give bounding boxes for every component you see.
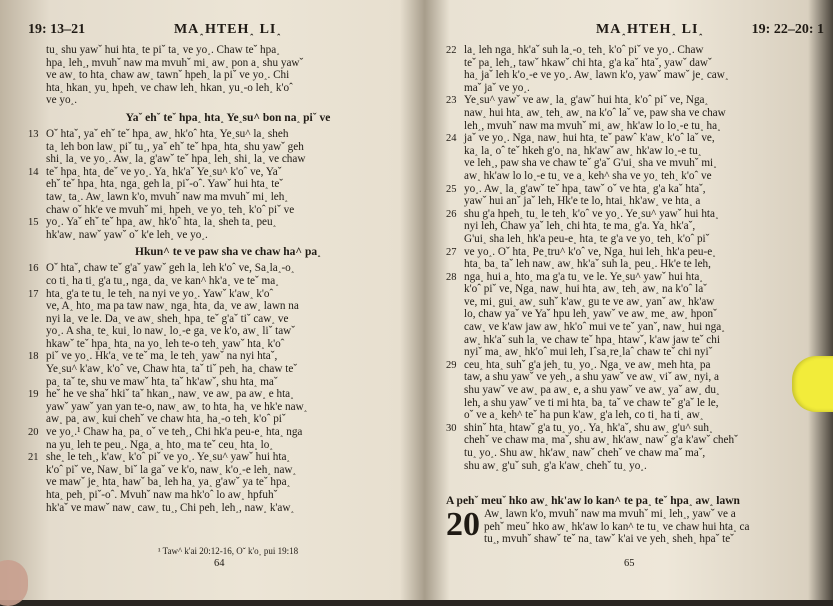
verse-text: chaw oˇ hk'e ve mvuhˇ mi˰ hpeh˰ ve yo˰ teh˰ k'oˆ piˇ ve xyxy=(46,203,295,216)
text-line xyxy=(446,371,824,384)
verse-text: hta˰ hkan˰ yu˰ hpeh˰ ve chaw leh˰ hkan˰ yu˰-o leh˰ k'oˆ xyxy=(46,81,293,94)
verse-text: oˇ ve a˰ keh^ teˇ ha pun k'aw˰ g'a leh, co ti˰ ha ti˰ aw˰ xyxy=(464,409,704,422)
text-line xyxy=(28,262,428,275)
verse-text: nyi leh, Chaw yaˇ leh˰ chi hta˰ te ma˰ g'a. Ya˰ hk'aˇ, xyxy=(464,220,696,233)
text-line xyxy=(446,422,824,435)
right-page xyxy=(446,0,824,600)
text-line xyxy=(28,44,428,57)
verse-text: aw˰ pa˰ aw˰ kui chehˇ ve chaw hta˰ ha˰-o teh˰ k'oˆ piˇ xyxy=(46,413,286,426)
verse-text: caw˰ ve k'aw jaw aw˰ hk'oˆ mui ve teˇ yanˇ, naw˰ hui nga˰ xyxy=(464,321,725,334)
text-line xyxy=(28,69,428,82)
text-line xyxy=(446,321,824,334)
text-line xyxy=(28,338,428,351)
bookmark-tab xyxy=(792,356,833,412)
verse-text: yo˰. Aw˰ la˰ g'awˇ teˇ hpa˰ tawˇ oˇ ve hta˰ g'a kaˇ htaˇ, xyxy=(464,182,706,195)
verse-text: she˰ le teh˰, k'aw˰ k'oˆ piˇ ve yo˰. Ye˰su^ yawˇ hui hta˰ xyxy=(46,451,291,464)
text-line xyxy=(28,325,428,338)
text-line xyxy=(446,120,824,133)
text-line xyxy=(28,451,428,464)
verse-number: 18 xyxy=(28,351,39,363)
verse-text: shu aw˰ g'uˇ suh˰ g'a k'aw˰ chehˇ tu˰ yo˰. xyxy=(464,459,647,472)
text-line xyxy=(446,145,824,158)
verse-number: 15 xyxy=(28,217,39,229)
verse-number: 30 xyxy=(446,422,457,434)
verse-text: piˇ ve yo˰. Hk'a˰ ve teˇ ma˰ le teh˰ yawˇ na nyi htaˇ, xyxy=(46,350,278,363)
verse-text: teˇ pa˰ leh˰, tawˇ hkawˇ chi hta˰ g'a kaˇ htaˇ, yawˇ dawˇ xyxy=(464,56,712,69)
left-page-number: 64 xyxy=(214,558,225,569)
verse-text: Ye˰su^ yawˇ ve aw˰ la˰ g'awˇ hui hta˰ k'oˆ piˇ ve, Nga˰ xyxy=(464,94,709,107)
text-line xyxy=(446,346,824,359)
chapter-text-line: tu˰, mvuhˇ shawˇ teˇ na˰ tawˇ k'ai ve yeh˰ sheh˰ hpaˇ teˇ xyxy=(484,533,734,546)
verse-text: hta˰ g'a te tu˰ le teh˰ na nyi ve yo˰. Yawˇ k'aw˰ k'oˆ xyxy=(46,287,274,300)
text-line xyxy=(28,166,428,179)
section-heading: A pehˇ meuˇ hko aw˰ hk'aw lo kan^ te pa˰ teˇ hpa˰ aw˰ lawn xyxy=(446,495,740,507)
text-line xyxy=(28,363,428,376)
verse-text: ha˰ jaˇ leh k'o˰-e ve yo˰. Aw˰ lawn k'o, yawˇ mawˇ je˰ caw˰ xyxy=(464,69,729,82)
verse-text: ve yo˰. Oˇ hta˰ Pe˰tru^ k'oˆ ve, Nga˰ hui leh˰ hk'a peu-e˰ xyxy=(464,245,716,258)
verse-text: tu˰ shu yawˇ hui hta˰ te piˇ ta˰ ve yo˰. Chaw teˇ hpa˰ xyxy=(46,44,280,56)
text-line xyxy=(446,460,824,473)
text-line xyxy=(28,401,428,414)
left-footnote: ¹ Taw^ k'ai 20:12-16, Oˇ k'o˰ pui 19:18 xyxy=(157,546,299,556)
verse-text: ve leh˰, paw sha ve chaw teˇ g'aˇ G'ui˰ sha ve mvuhˇ mi˰ xyxy=(464,157,717,170)
chapter-opening xyxy=(446,508,824,546)
verse-number: 23 xyxy=(446,95,457,107)
text-line xyxy=(28,476,428,489)
text-line xyxy=(28,489,428,502)
verse-text: shu yawˇ ve aw˰ pa aw˰ e, a shu yawˇ ve aw˰ yaˇ aw˰ du˰ xyxy=(464,384,720,397)
left-page xyxy=(28,0,428,600)
verse-text: nyiˇ ma˰ aw˰ hk'oˆ mui leh, Iˆsa˰re˰laˆ chaw teˇ chi nyiˇ xyxy=(464,346,713,359)
verse-text: hta˰ ba˰ taˇ leh naw˰ aw˰ hk'aˇ suh la˰ peu˰. Hk'e te leh, xyxy=(464,258,711,271)
right-page-text xyxy=(446,44,824,490)
verse-text: nyi la˰ ve le. Da˰ ve aw˰ sheh˰ hpa˰ teˇ g'aˇ tiˇ caw˰ ve xyxy=(46,312,289,325)
verse-text: aw˰ hk'aˇ suh la˰ ve chaw teˇ hpa˰ htawˇ, k'aw jaw teˇ chi xyxy=(464,333,720,346)
verse-text: co ti˰ ha ti˰ g'a tu˰, nga˰ da˰ ve kan^ hk'a˰ ve teˇ ma˰ xyxy=(46,274,279,287)
text-line xyxy=(446,271,824,284)
verse-text: yo˰. A sha˰ te˰ kui˰ lo naw˰ lo˰-e ga˰ ve k'o, aw˰ liˇ tawˇ xyxy=(46,325,295,338)
verse-text: yo˰. Yaˇ ehˇ teˇ hpa˰ aw˰ hk'oˆ hta˰ la˰ sheh ta˰ peu˰ xyxy=(46,216,277,229)
chapter-text xyxy=(446,508,824,546)
verse-text: aw˰ hk'aw lo lo˰-e tu˰ ve a˰ keh^ sha ve yo˰ teh˰ k'oˆ ve xyxy=(464,169,712,182)
verse-text: naw˰ hui hta˰ aw˰ teh˰ aw˰ na k'oˆ laˇ ve, paw sha ve chaw xyxy=(464,106,726,119)
verse-text: hta˰ peh˰ piˇ-oˆ. Mvuhˇ naw ma hk'oˆ lo aw˰ hpfuhˇ xyxy=(46,489,278,501)
verse-text: tu˰ yo˰. Shu aw˰ hk'aw˰ nawˇ chehˇ ve chaw maˇ maˇ, xyxy=(464,447,706,459)
text-line xyxy=(28,288,428,301)
verse-text: k'oˆ piˇ ve, Nga˰ naw˰ hui hta˰ aw˰ teh˰ aw˰ na k'oˆ laˇ xyxy=(464,283,707,296)
verse-number: 24 xyxy=(446,133,457,145)
verse-text: ve aw˰ to hta˰ chaw aw˰ tawnˇ hpeh˰ la piˇ ve yo˰. Chi xyxy=(46,69,290,82)
section-heading: Hkun^ te ve paw sha ve chaw ha^ pa˰ xyxy=(135,246,321,259)
verse-number: 14 xyxy=(28,166,39,178)
verse-text: hk'aw˰ nawˇ yawˇ oˇ k'e leh˰ ve yo˰. xyxy=(46,228,208,241)
text-line xyxy=(446,447,824,460)
text-line xyxy=(446,246,824,259)
section-heading: Yaˇ ehˇ teˇ hpa˰ hta˰ Ye˰su^ bon na˰ piˇ ve xyxy=(125,111,331,124)
text-line xyxy=(446,132,824,145)
text-line xyxy=(446,296,824,309)
verse-text: leh, a shu yawˇ ve ti mi hta˰ ba˰ taˇ ve chaw teˇ g'aˇ le le, xyxy=(464,396,719,409)
verse-text: na yu˰ leh te peu˰. Nga˰ a˰ hto˰ ma teˇ ceu˰ hta˰ lo˰ xyxy=(46,438,274,451)
left-page-text xyxy=(28,44,428,560)
right-header-title: MA˰HTEH˰ LI˰ xyxy=(596,22,705,37)
verse-text: pa˰ taˇ te, shu ve mawˇ hta˰ taˇ hk'awˇ, shu hta˰ maˇ xyxy=(46,375,278,388)
verse-text: maˇ jaˇ ve yo˰. xyxy=(464,81,530,94)
verse-text: ve, mi˰ gui˰ aw˰ suhˇ k'aw˰ gu te ve aw˰ yanˇ aw˰ hk'aw xyxy=(464,295,715,308)
verse-text: hpa˰ leh˰, mvuhˇ naw ma mvuhˇ mi˰ aw˰ pon a˰ shu yawˇ xyxy=(46,56,304,69)
text-line xyxy=(28,300,428,313)
text-line xyxy=(446,94,824,107)
text-line xyxy=(446,195,824,208)
text-line xyxy=(446,258,824,271)
text-line xyxy=(446,107,824,120)
verse-number: 28 xyxy=(446,271,457,283)
verse-text: la˰ leh nga˰ hk'aˇ suh la˰-o˰ teh˰ k'oˆ piˇ ve yo˰. Chaw xyxy=(464,44,704,56)
right-page-header xyxy=(446,22,824,42)
text-line xyxy=(28,128,428,141)
verse-number: 27 xyxy=(446,246,457,258)
chapter-text-line: pehˇ meuˇ hko aw˰ hk'aw lo kan^ te tu˰ ve chaw hui hta˰ ca xyxy=(484,520,750,533)
text-line xyxy=(446,384,824,397)
thumb xyxy=(0,560,28,606)
verse-text: shinˇ hta˰ htawˇ g'a tu˰ yo˰. Ya˰ hk'aˇ, shu aw˰ g'u^ suh˰ xyxy=(464,421,713,434)
text-line xyxy=(446,434,824,447)
verse-text: jaˇ ve yo˰. Nga˰ naw˰ hui hta˰ teˇ pawˆ k'aw˰ k'oˆ laˇ ve, xyxy=(464,132,715,145)
verse-text: ve yo˰. xyxy=(46,94,78,107)
text-line xyxy=(28,275,428,288)
verse-number: 13 xyxy=(28,128,39,140)
text-line xyxy=(28,413,428,426)
verse-text: ehˇ teˇ hpa˰ hta˰ nga˰ geh la˰ piˇ-oˆ. Yawˇ hui hta˰ teˇ xyxy=(46,178,284,191)
text-line xyxy=(446,397,824,410)
text-line xyxy=(28,439,428,452)
text-line xyxy=(446,334,824,347)
verse-number: 21 xyxy=(28,452,39,464)
verse-text: Ye˰su^ k'aw˰ k'oˆ ve, Chaw hta˰ taˇ tiˇ peh˰ ha˰ chaw teˇ xyxy=(46,363,298,376)
verse-text: Oˇ htaˇ, yaˇ ehˇ teˇ hpa˰ aw˰ hk'oˆ hta˰ Ye˰su^ la˰ sheh xyxy=(46,127,289,140)
verse-text: shu g'a hpeh˰ tu˰ le teh˰ k'oˆ ve yo˰. Ye˰su^ yawˇ hui hta˰ xyxy=(464,207,719,220)
verse-text: k'oˆ piˇ ve, Naw˰ biˇ la gaˇ ve k'o, naw˰ k'o˰-e leh˰ naw˰ xyxy=(46,463,297,476)
verse-text: G'ui˰ sha leh˰ hk'a peu-e˰ hta˰ te g'a ve yo˰ teh˰ k'oˆ piˇ xyxy=(464,232,710,245)
verse-number: 25 xyxy=(446,183,457,195)
left-page-header xyxy=(28,22,428,42)
text-line xyxy=(446,69,824,82)
text-line xyxy=(28,204,428,217)
text-line xyxy=(28,191,428,204)
verse-number: 16 xyxy=(28,263,39,275)
text-line xyxy=(446,57,824,70)
text-line xyxy=(28,94,428,107)
verse-text: ve, A˰ hto˰ ma pa taw naw˰ nga˰ hta˰ da˰ ve aw˰ lawn na xyxy=(46,300,299,313)
text-line xyxy=(446,359,824,372)
left-header-reference: 19: 13–21 xyxy=(28,22,86,37)
text-line xyxy=(28,426,428,439)
verse-text: teˇ hpa˰ hta˰ deˇ ve yo˰. Ya˰ hk'aˇ Ye˰su^ k'oˆ ve, Yaˇ xyxy=(46,165,282,178)
verse-text: heˇ he ve shaˇ hkiˇ taˇ hkan˰, naw˰ ve aw˰ pa aw˰ e hta˰ xyxy=(46,388,294,401)
right-header-reference: 19: 22–20: 1 xyxy=(751,22,824,37)
text-line xyxy=(446,82,824,95)
verse-text: taw, a shu yawˇ ve yeh˰, a shu yawˇ ve aw˰ viˇ aw˰ nyi, a xyxy=(464,371,719,384)
text-line xyxy=(28,388,428,401)
text-line xyxy=(446,233,824,246)
text-line xyxy=(28,464,428,477)
chapter-number: 20 xyxy=(446,506,480,543)
text-line xyxy=(446,283,824,296)
left-header-title: MA˰HTEH˰ LI˰ xyxy=(173,22,283,37)
verse-text: Oˇ htaˇ, chaw teˇ g'aˇ yawˇ geh la˰ leh k'oˆ ve, Sa˰la˰-o˰ xyxy=(46,262,295,275)
text-line xyxy=(28,57,428,70)
chapter-text-line: Aw˰ lawn k'o, mvuhˇ naw ma mvuhˇ mi˰ leh˰, yawˇ ve a xyxy=(484,508,736,520)
text-line xyxy=(446,409,824,422)
verse-text: leh˰, mvuhˇ naw ma mvuhˇ mi˰ aw˰ hk'aw lo lo˰-e tu˰ ha˰ xyxy=(464,119,721,132)
verse-text: ceu˰ hta˰ suhˇ g'a jeh˰ tu˰ yo˰. Nga˰ ve aw˰ meh hta˰ pa xyxy=(464,358,711,371)
text-line xyxy=(28,502,428,515)
text-line xyxy=(28,216,428,229)
verse-text: hkawˇ teˇ hpa˰ hta˰ na yo˰ leh te-o teh˰ yawˇ hta˰ k'oˆ xyxy=(46,337,285,350)
verse-text: lo, chaw yaˇ ve Yaˇ hpu leh˰ yawˇ ve aw˰ me˰ aw˰ hponˇ xyxy=(464,308,717,321)
text-line xyxy=(28,229,428,242)
verse-number: 17 xyxy=(28,288,39,300)
text-line xyxy=(28,178,428,191)
verse-text: taw˰ ta˰. Aw˰ lawn k'o, mvuhˇ naw ma mvuhˇ mi˰ leh˰ xyxy=(46,190,289,203)
text-line xyxy=(28,376,428,389)
verse-text: hk'aˇ ve mawˇ naw˰ caw˰ tu˰, Chi peh˰ leh˰, naw˰ k'aw˰ xyxy=(46,501,295,514)
verse-number: 29 xyxy=(446,359,457,371)
verse-number: 26 xyxy=(446,208,457,220)
text-line xyxy=(28,313,428,326)
verse-text: ka˰ la˰ oˆ teˇ hkeh g'o˰ na˰ hk'awˇ aw˰ hk'aw lo˰-e tu˰ xyxy=(464,144,702,157)
text-line xyxy=(446,44,824,57)
verse-text: ve mawˇ je˰ hta˰ hawˇ ba˰ leh ha˰ ya˰ g'awˇ ya teˇ hpa˰ xyxy=(46,476,291,489)
text-line xyxy=(446,220,824,233)
text-line xyxy=(446,170,824,183)
verse-text: ta˰ leh bon law˰ piˇ tu˰, yaˇ ehˇ teˇ hpa˰ hta˰ shu yawˇ geh xyxy=(46,140,304,153)
verse-text: nga˰ hui a˰ hto˰ ma g'a tu˰ ve le. Ye˰su^ yawˇ hui hta˰ xyxy=(464,270,704,283)
verse-number: 20 xyxy=(28,427,39,439)
text-line xyxy=(446,157,824,170)
text-line xyxy=(446,308,824,321)
text-line xyxy=(28,153,428,166)
verse-number: 22 xyxy=(446,45,457,56)
verse-text: yawˇ hui anˇ jaˇ leh, Hk'e te lo, htai˰ hk'aw˰ ve hta˰ a xyxy=(464,195,701,208)
text-line xyxy=(28,350,428,363)
text-line xyxy=(446,183,824,196)
verse-text: ve yo˰.¹ Chaw ha˰ pa˰ oˇ ve teh˰, Chi hk'a peu-e˰ hta˰ nga xyxy=(46,426,303,439)
verse-text: yawˇ yawˇ yan yan te-o, naw˰ aw˰ to hta˰ ha˰ ve hk'e naw˰ xyxy=(46,400,308,413)
text-line xyxy=(28,82,428,95)
right-page-number: 65 xyxy=(624,558,635,569)
verse-text: shi˰ la˰ ve yo˰. Aw˰ la˰ g'awˇ teˇ hpa˰ leh˰ shi˰ la˰ ve chaw xyxy=(46,153,306,166)
verse-text: chehˇ ve chaw ma˰ maˇ, shu aw˰ hk'aw˰ nawˇ g'a k'awˇ chehˇ xyxy=(464,434,738,447)
text-line xyxy=(28,141,428,154)
text-line xyxy=(446,208,824,221)
verse-number: 19 xyxy=(28,389,39,401)
